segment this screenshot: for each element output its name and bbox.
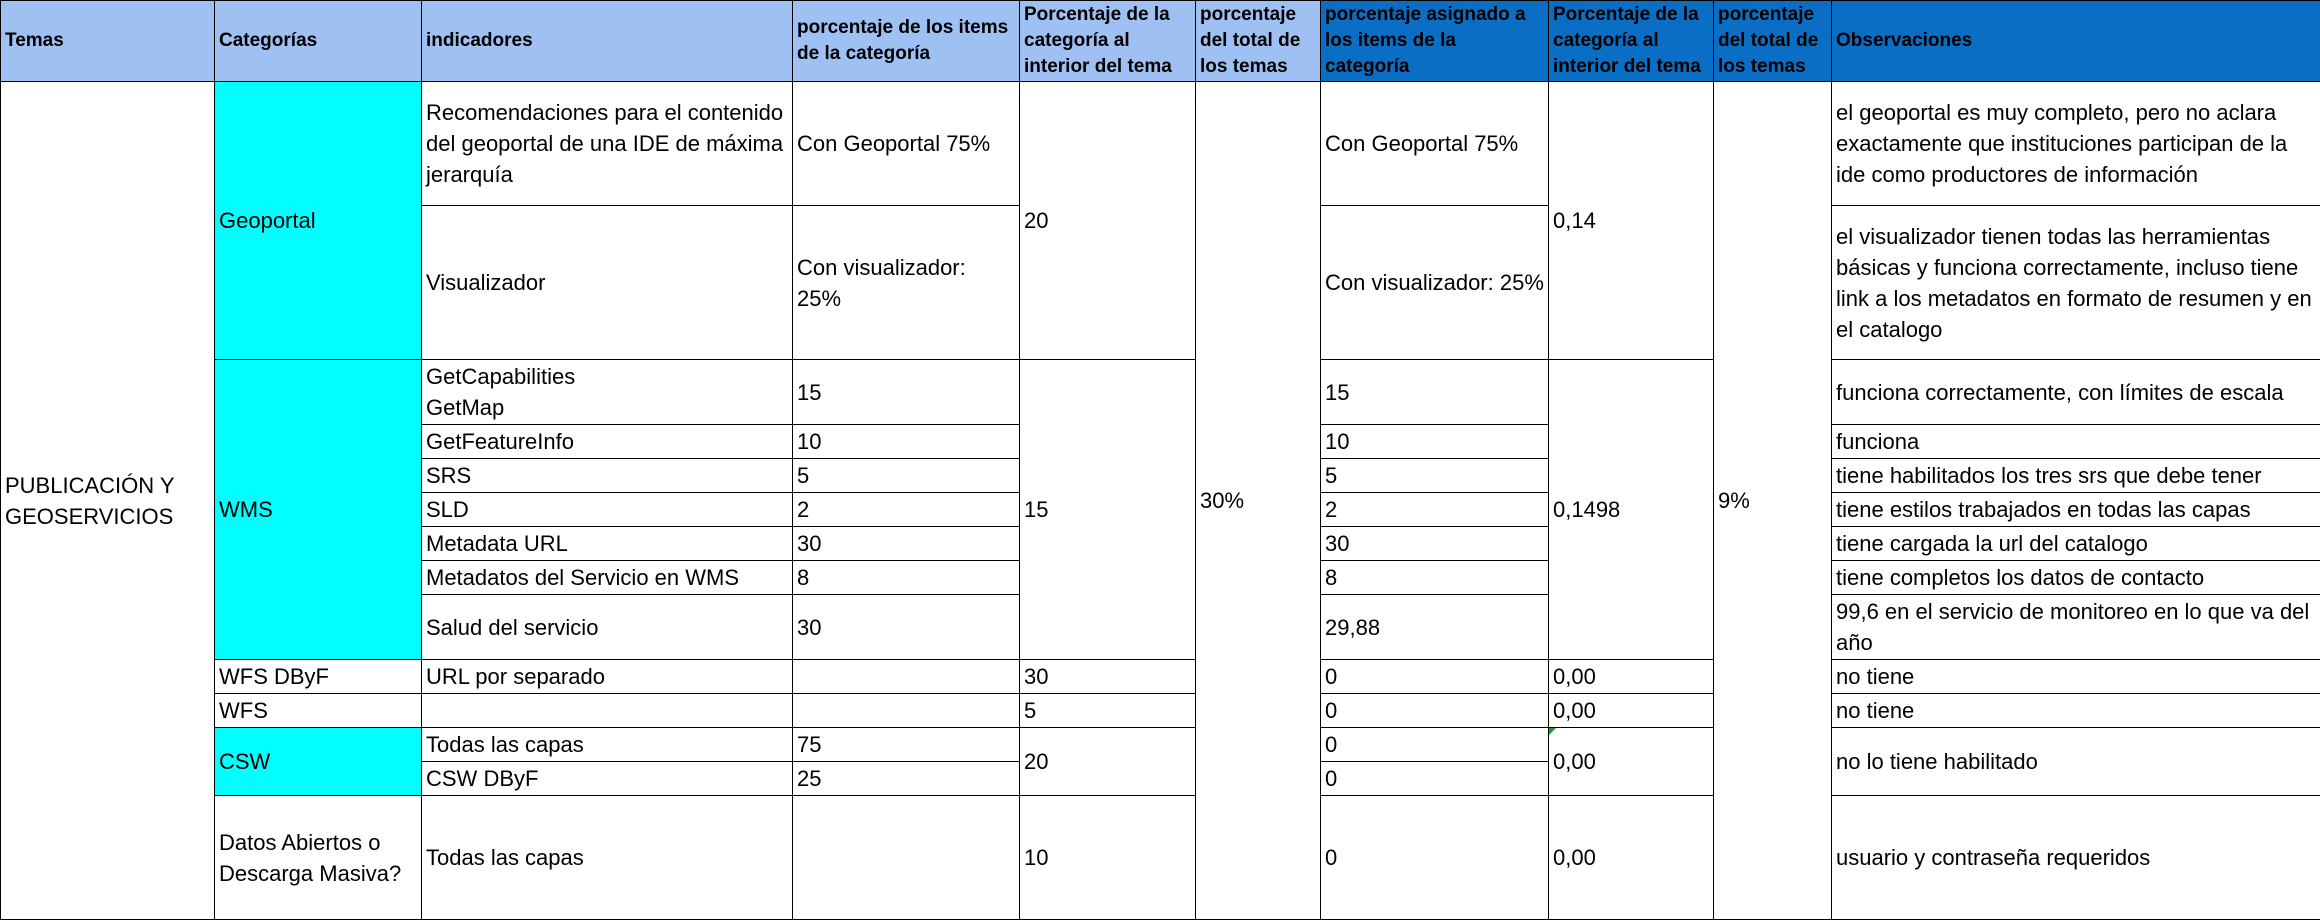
observacion-cell: tiene cargada la url del catalogo xyxy=(1832,527,2320,561)
header-categorias: Categorías xyxy=(215,1,422,82)
observacion-cell: no tiene xyxy=(1832,660,2320,694)
header-indicadores: indicadores xyxy=(422,1,793,82)
observacion-cell: tiene completos los datos de contacto xyxy=(1832,561,2320,595)
pct-categoria-geoportal-2: 0,14 xyxy=(1549,82,1714,360)
observacion-cell: usuario y contraseña requeridos xyxy=(1832,796,2320,920)
pct-categoria-wms: 15 xyxy=(1020,360,1196,660)
pct-asignado-cell: 0 xyxy=(1321,762,1549,796)
header-pct-categoria-tema: Porcentaje de la categoría al interior del tema xyxy=(1020,1,1196,82)
header-pct-total-temas: porcentaje del total de los temas xyxy=(1196,1,1321,82)
indicador-getcapabilities: GetCapabilities xyxy=(426,361,788,392)
observacion-cell: funciona xyxy=(1832,425,2320,459)
pct-categoria-wfs-dbyf: 30 xyxy=(1020,660,1196,694)
indicador-getmap: GetMap xyxy=(426,392,788,423)
header-temas: Temas xyxy=(1,1,215,82)
pct-asignado-cell: 0 xyxy=(1321,796,1549,920)
tema-pct-total-2: 9% xyxy=(1714,82,1832,920)
pct-categoria-csw: 20 xyxy=(1020,728,1196,796)
header-row xyxy=(1,1,2320,82)
pct-items-cell: Con visualizador: 25% xyxy=(793,206,1020,360)
indicador-cell xyxy=(422,360,793,425)
indicador-cell: GetFeatureInfo xyxy=(422,425,793,459)
pct-items-cell: 10 xyxy=(793,425,1020,459)
pct-categoria-wfs: 5 xyxy=(1020,694,1196,728)
observacion-cell: el geoportal es muy completo, pero no aclara exactamente que instituciones participan de la ide como productores de información xyxy=(1832,82,2320,206)
pct-items-cell xyxy=(793,694,1020,728)
categoria-csw: CSW xyxy=(215,728,422,796)
pct-categoria-csw-2: 0,00 xyxy=(1549,728,1714,796)
tema-cell: PUBLICACIÓN Y GEOSERVICIOS xyxy=(1,82,215,920)
table-row xyxy=(1,796,2320,920)
pct-items-cell: 30 xyxy=(793,527,1020,561)
pct-categoria-geoportal: 20 xyxy=(1020,82,1196,360)
pct-asignado-cell: 10 xyxy=(1321,425,1549,459)
header-pct-asignado-items: porcentaje asignado a los items de la categoría xyxy=(1321,1,1549,82)
table-row xyxy=(1,360,2320,425)
header-pct-items-categoria: porcentaje de los items de la categoría xyxy=(793,1,1020,82)
observacion-cell: tiene habilitados los tres srs que debe tener xyxy=(1832,459,2320,493)
table-row xyxy=(1,694,2320,728)
indicador-cell: URL por separado xyxy=(422,660,793,694)
pct-asignado-cell: Con Geoportal 75% xyxy=(1321,82,1549,206)
indicador-cell xyxy=(422,694,793,728)
pct-asignado-cell: 29,88 xyxy=(1321,595,1549,660)
pct-asignado-cell: 30 xyxy=(1321,527,1549,561)
observacion-cell: el visualizador tienen todas las herramientas básicas y funciona correctamente, incluso tiene link a los metadatos en formato de resumen y en el catalogo xyxy=(1832,206,2320,360)
pct-items-cell: 75 xyxy=(793,728,1020,762)
indicador-cell: CSW DByF xyxy=(422,762,793,796)
categoria-geoportal: Geoportal xyxy=(215,82,422,360)
pct-items-cell: 15 xyxy=(793,360,1020,425)
pct-asignado-cell: 5 xyxy=(1321,459,1549,493)
observacion-cell: no lo tiene habilitado xyxy=(1832,728,2320,796)
header-observaciones: Observaciones xyxy=(1832,1,2320,82)
pct-asignado-cell: 8 xyxy=(1321,561,1549,595)
pct-items-cell: 8 xyxy=(793,561,1020,595)
indicador-cell: Visualizador xyxy=(422,206,793,360)
indicador-cell: SRS xyxy=(422,459,793,493)
pct-categoria-datos-abiertos-2: 0,00 xyxy=(1549,796,1714,920)
indicador-cell: Metadatos del Servicio en WMS xyxy=(422,561,793,595)
categoria-wms: WMS xyxy=(215,360,422,660)
indicador-cell: Metadata URL xyxy=(422,527,793,561)
pct-asignado-cell: 15 xyxy=(1321,360,1549,425)
pct-asignado-cell: 0 xyxy=(1321,694,1549,728)
header-pct-total-temas-2: porcentaje del total de los temas xyxy=(1714,1,1832,82)
pct-asignado-cell: 0 xyxy=(1321,660,1549,694)
table-row xyxy=(1,82,2320,206)
pct-items-cell: 30 xyxy=(793,595,1020,660)
observacion-cell: no tiene xyxy=(1832,694,2320,728)
table-row xyxy=(1,728,2320,762)
pct-items-cell: Con Geoportal 75% xyxy=(793,82,1020,206)
pct-items-cell xyxy=(793,796,1020,920)
categoria-datos-abiertos: Datos Abiertos o Descarga Masiva? xyxy=(215,796,422,920)
categoria-wfs: WFS xyxy=(215,694,422,728)
observacion-cell: funciona correctamente, con límites de escala xyxy=(1832,360,2320,425)
indicador-cell: Recomendaciones para el contenido del geoportal de una IDE de máxima jerarquía xyxy=(422,82,793,206)
indicador-cell: SLD xyxy=(422,493,793,527)
table-row xyxy=(1,660,2320,694)
categoria-wfs-dbyf: WFS DByF xyxy=(215,660,422,694)
pct-categoria-wfs-2: 0,00 xyxy=(1549,694,1714,728)
pct-items-cell xyxy=(793,660,1020,694)
indicador-cell: Salud del servicio xyxy=(422,595,793,660)
pct-items-cell: 25 xyxy=(793,762,1020,796)
pct-categoria-wfs-dbyf-2: 0,00 xyxy=(1549,660,1714,694)
pct-items-cell: 5 xyxy=(793,459,1020,493)
observacion-cell: 99,6 en el servicio de monitoreo en lo que va del año xyxy=(1832,595,2320,660)
pct-asignado-cell: 2 xyxy=(1321,493,1549,527)
observacion-cell: tiene estilos trabajados en todas las capas xyxy=(1832,493,2320,527)
pct-asignado-cell: Con visualizador: 25% xyxy=(1321,206,1549,360)
indicador-cell: Todas las capas xyxy=(422,728,793,762)
tema-pct-total: 30% xyxy=(1196,82,1321,920)
pct-categoria-datos-abiertos: 10 xyxy=(1020,796,1196,920)
header-pct-categoria-tema-2: Porcentaje de la categoría al interior del tema xyxy=(1549,1,1714,82)
pct-categoria-wms-2: 0,1498 xyxy=(1549,360,1714,660)
pct-asignado-cell: 0 xyxy=(1321,728,1549,762)
indicador-cell: Todas las capas xyxy=(422,796,793,920)
pct-items-cell: 2 xyxy=(793,493,1020,527)
